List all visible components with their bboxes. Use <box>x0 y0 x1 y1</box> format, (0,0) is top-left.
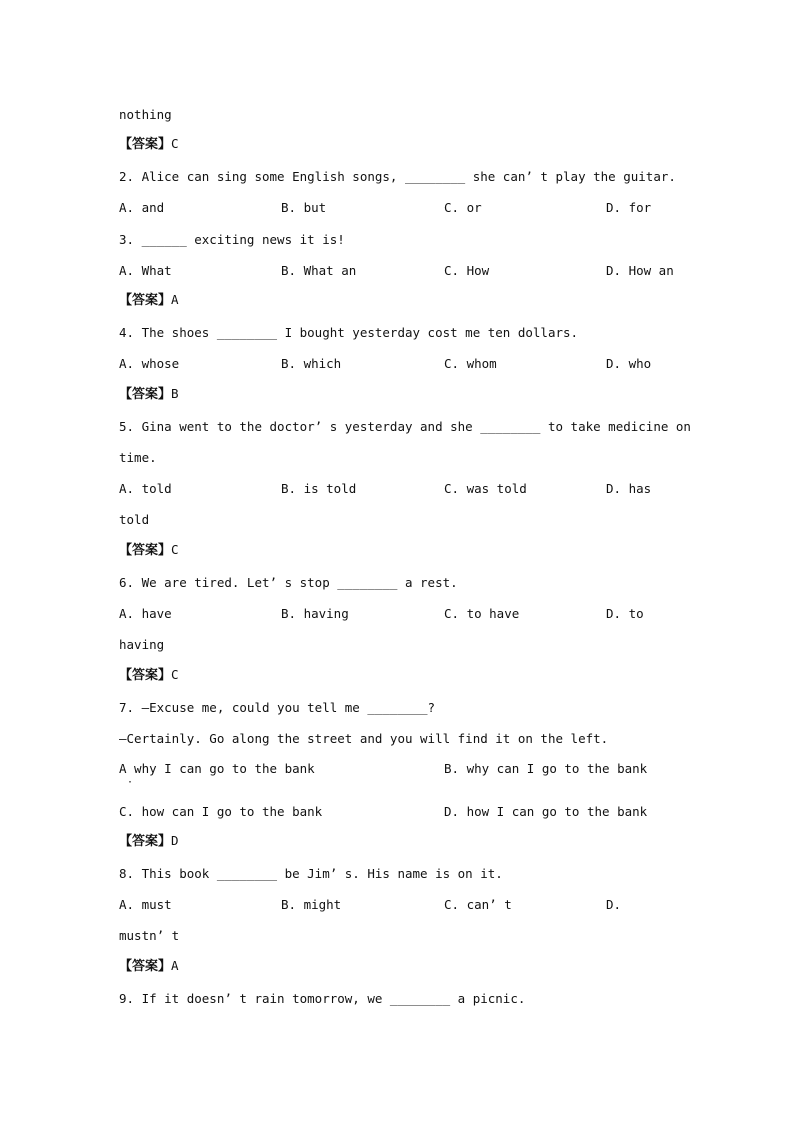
answer-q8 <box>119 958 179 975</box>
answer-q5 <box>119 542 179 559</box>
answer-letter: C <box>171 136 179 151</box>
question-5: 5. Gina went to the doctor’ s yesterday and she ________ to take medicine on <box>119 419 691 434</box>
answer-label: 【答案】 <box>119 387 172 402</box>
answer-label: 【答案】 <box>119 834 172 849</box>
option-b: B. is told <box>281 481 357 496</box>
answer-q4 <box>119 386 179 403</box>
text-line: nothing <box>119 107 172 122</box>
option-d: D. how I can go to the bank <box>444 804 648 819</box>
option-d-cont: having <box>119 637 165 652</box>
question-6: 6. We are tired. Let’ s stop ________ a rest. <box>119 575 458 590</box>
option-c: C. to have <box>444 606 520 621</box>
option-a: A. have <box>119 606 172 621</box>
question-5-cont: time. <box>119 450 157 465</box>
option-c: C. whom <box>444 356 497 371</box>
question-7-dialogue: —Certainly. Go along the street and you will find it on the left. <box>119 731 609 746</box>
option-a: A. What <box>119 263 172 278</box>
answer-label: 【答案】 <box>119 293 172 308</box>
option-a: A. whose <box>119 356 180 371</box>
answer-label: 【答案】 <box>119 668 172 683</box>
answer-letter: A <box>171 958 179 973</box>
answer-letter: C <box>171 542 179 557</box>
option-d-cont: mustn’ t <box>119 928 180 943</box>
options-q5 <box>119 481 679 497</box>
option-c: C. can’ t <box>444 897 512 912</box>
options-q3 <box>119 263 679 279</box>
options-q6 <box>119 606 679 622</box>
question-7: 7. —Excuse me, could you tell me ________? <box>119 700 436 715</box>
option-c: C. How <box>444 263 490 278</box>
question-2: 2. Alice can sing some English songs, ________ she can’ t play the guitar. <box>119 169 676 184</box>
option-b: B. What an <box>281 263 357 278</box>
option-c: C. was told <box>444 481 527 496</box>
question-4: 4. The shoes ________ I bought yesterday cost me ten dollars. <box>119 325 579 340</box>
option-a: A. must <box>119 897 172 912</box>
option-d: D. has <box>606 481 652 496</box>
option-b: B. which <box>281 356 342 371</box>
option-d: D. who <box>606 356 652 371</box>
answer-q1 <box>119 136 179 153</box>
option-c: C. how can I go to the bank <box>119 804 323 819</box>
option-d: D. How an <box>606 263 674 278</box>
options-q2 <box>119 200 679 216</box>
question-9: 9. If it doesn’ t rain tomorrow, we ________ a picnic. <box>119 991 526 1006</box>
option-b: B. having <box>281 606 349 621</box>
answer-letter: D <box>171 833 179 848</box>
option-d-cont: told <box>119 512 150 527</box>
stray-dot: · <box>127 777 134 788</box>
option-d: D. for <box>606 200 652 215</box>
options-q7-row1 <box>119 761 679 777</box>
option-b: B. why can I go to the bank <box>444 761 648 776</box>
option-a: A. and <box>119 200 165 215</box>
option-a: A. told <box>119 481 172 496</box>
answer-label: 【答案】 <box>119 543 172 558</box>
question-8: 8. This book ________ be Jim’ s. His name is on it. <box>119 866 503 881</box>
answer-q3 <box>119 292 179 309</box>
option-d: D. to <box>606 606 644 621</box>
question-3: 3. ______ exciting news it is! <box>119 232 345 247</box>
answer-q7 <box>119 833 179 850</box>
answer-q6 <box>119 667 179 684</box>
answer-letter: A <box>171 292 179 307</box>
option-d: D. <box>606 897 622 912</box>
options-q7-row2 <box>119 804 679 820</box>
answer-letter: C <box>171 667 179 682</box>
option-a: A why I can go to the bank <box>119 761 315 776</box>
option-c: C. or <box>444 200 482 215</box>
option-b: B. but <box>281 200 327 215</box>
answer-label: 【答案】 <box>119 959 172 974</box>
answer-letter: B <box>171 386 179 401</box>
answer-label: 【答案】 <box>119 137 172 152</box>
option-b: B. might <box>281 897 342 912</box>
options-q8 <box>119 897 679 913</box>
options-q4 <box>119 356 679 372</box>
